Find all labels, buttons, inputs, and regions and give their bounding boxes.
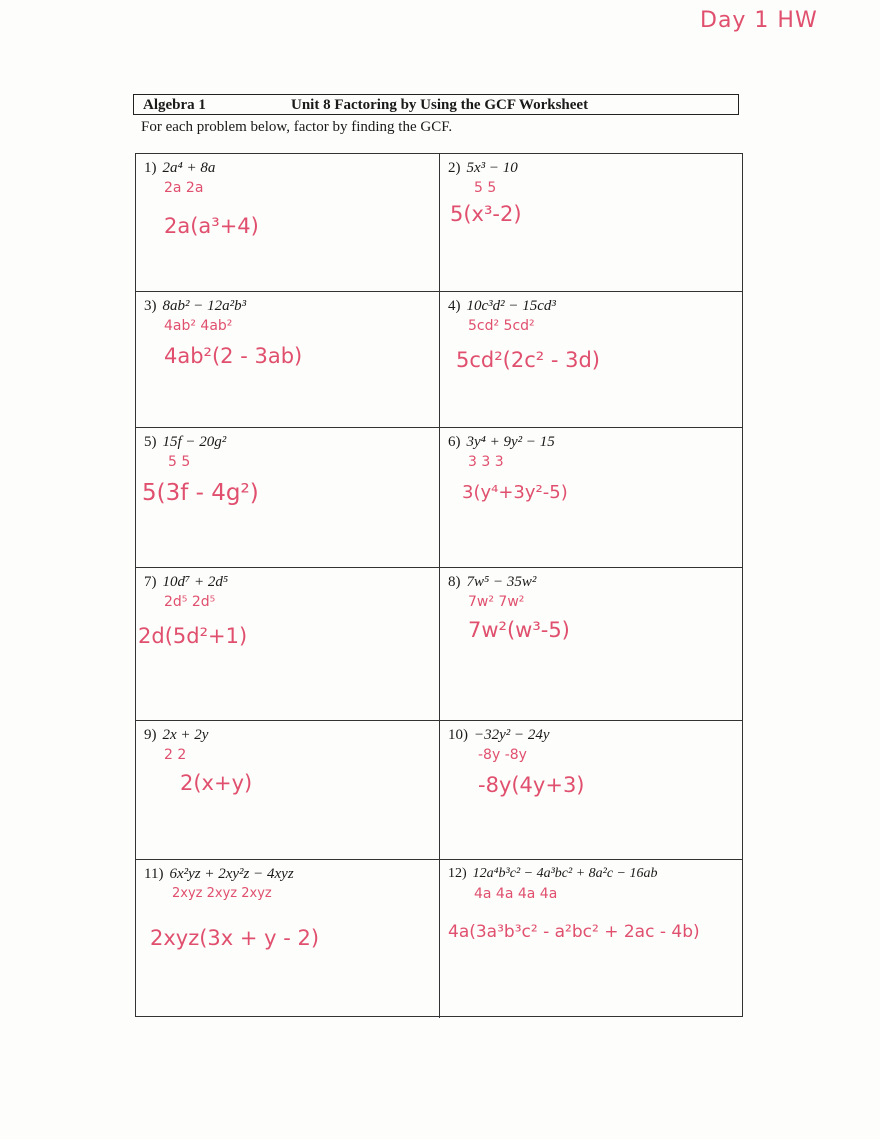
- instructions: For each problem below, factor by finding the GCF.: [141, 119, 453, 135]
- problem-statement: [448, 298, 556, 315]
- problem-cell-9: [136, 721, 440, 860]
- handwritten-divisors: 5 5: [474, 180, 497, 196]
- handwritten-divisors: 2a 2a: [164, 180, 204, 196]
- problem-number: 12): [448, 866, 467, 881]
- problem-expression: 3y⁴ + 9y² − 15: [466, 434, 555, 450]
- day-annotation: Day 1 HW: [700, 8, 818, 33]
- handwritten-answer: 2a(a³+4): [164, 214, 259, 238]
- problem-number: 10): [448, 727, 468, 743]
- problem-cell-7: [136, 568, 440, 721]
- problem-statement: [448, 866, 658, 882]
- handwritten-divisors: 3 3 3: [468, 454, 504, 470]
- handwritten-answer: 5(3f - 4g²): [142, 480, 259, 506]
- problem-cell-3: [136, 292, 440, 428]
- problem-expression: 5x³ − 10: [466, 160, 518, 176]
- problem-expression: 7w⁵ − 35w²: [466, 574, 537, 590]
- problem-statement: [144, 727, 208, 744]
- handwritten-answer: -8y(4y+3): [478, 773, 585, 797]
- problem-number: 2): [448, 160, 461, 176]
- problem-number: 7): [144, 574, 157, 590]
- handwritten-divisors: 7w² 7w²: [468, 594, 525, 610]
- problem-number: 5): [144, 434, 157, 450]
- problem-statement: [144, 298, 246, 315]
- problem-cell-6: [440, 428, 742, 568]
- problem-cell-11: [136, 860, 440, 1018]
- problem-expression: 8ab² − 12a²b³: [162, 298, 247, 314]
- problem-expression: 6x²yz + 2xy²z − 4xyz: [169, 866, 294, 882]
- problem-statement: [448, 434, 555, 451]
- handwritten-answer: 5(x³-2): [450, 202, 522, 226]
- problem-cell-10: [440, 721, 742, 860]
- problem-cell-4: [440, 292, 742, 428]
- worksheet-header: [133, 94, 739, 115]
- problem-expression: 10d⁷ + 2d⁵: [162, 574, 229, 590]
- problem-statement: [144, 160, 215, 177]
- worksheet-title: Unit 8 Factoring by Using the GCF Worksheet: [291, 97, 589, 113]
- problem-statement: [448, 160, 518, 177]
- handwritten-divisors: 2 2: [164, 747, 187, 763]
- handwritten-answer: 7w²(w³-5): [468, 618, 570, 642]
- problem-cell-12: [440, 860, 742, 1018]
- problem-number: 11): [144, 866, 164, 882]
- problem-expression: 2x + 2y: [162, 727, 209, 743]
- problem-number: 9): [144, 727, 157, 743]
- problem-cell-5: [136, 428, 440, 568]
- handwritten-answer: 4ab²(2 - 3ab): [164, 344, 303, 368]
- problem-expression: 12a⁴b³c² − 4a³bc² + 8a²c − 16ab: [472, 866, 658, 881]
- problem-statement: [144, 866, 294, 883]
- problem-statement: [144, 434, 226, 451]
- problem-number: 8): [448, 574, 461, 590]
- handwritten-divisors: 4ab² 4ab²: [164, 318, 233, 334]
- problem-expression: −32y² − 24y: [474, 727, 550, 743]
- handwritten-divisors: 5 5: [168, 454, 191, 470]
- handwritten-divisors: 2d⁵ 2d⁵: [164, 594, 216, 610]
- problem-expression: 10c³d² − 15cd³: [466, 298, 556, 314]
- problem-number: 6): [448, 434, 461, 450]
- handwritten-answer: 4a(3a³b³c² - a²bc² + 2ac - 4b): [448, 922, 700, 942]
- course-name: Algebra 1: [143, 97, 206, 113]
- handwritten-divisors: -8y -8y: [478, 747, 527, 763]
- handwritten-answer: 2d(5d²+1): [138, 624, 248, 648]
- problem-number: 1): [144, 160, 157, 176]
- handwritten-answer: 3(y⁴+3y²-5): [462, 482, 568, 503]
- problem-statement: [448, 574, 536, 591]
- problem-number: 4): [448, 298, 461, 314]
- problem-statement: [144, 574, 228, 591]
- problem-number: 3): [144, 298, 157, 314]
- handwritten-divisors: 5cd² 5cd²: [468, 318, 535, 334]
- handwritten-divisors: 2xyz 2xyz 2xyz: [172, 886, 272, 901]
- problem-expression: 15f − 20g²: [162, 434, 227, 450]
- handwritten-answer: 2xyz(3x + y - 2): [150, 926, 320, 950]
- problem-grid: [135, 153, 743, 1017]
- problem-expression: 2a⁴ + 8a: [162, 160, 216, 176]
- handwritten-answer: 2(x+y): [180, 771, 253, 795]
- problem-cell-1: [136, 154, 440, 292]
- problem-cell-2: [440, 154, 742, 292]
- problem-cell-8: [440, 568, 742, 721]
- problem-statement: [448, 727, 550, 744]
- handwritten-answer: 5cd²(2c² - 3d): [456, 348, 600, 372]
- handwritten-divisors: 4a 4a 4a 4a: [474, 886, 558, 902]
